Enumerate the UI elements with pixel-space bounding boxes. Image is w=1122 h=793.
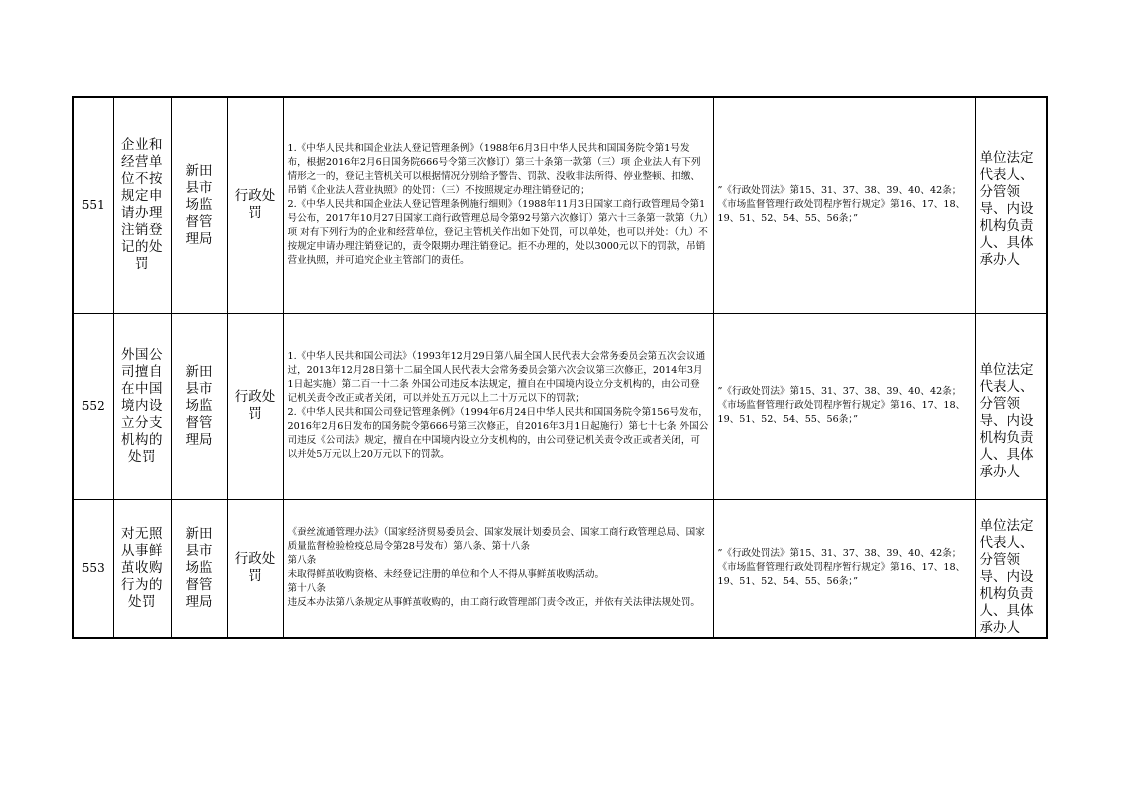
table-row [73,97,1047,313]
department: 新田县市场监督管理局 [171,97,227,313]
item-number: 553 [73,499,113,638]
item-name: 企业和经营单位不按规定申请办理注销登记的处罚 [113,97,171,313]
procedure-basis: ”《行政处罚法》第15、31、37、38、39、40、42条；《市场监督管理行政处罚程序暂行规定》第16、17、18、19、51、52、54、55、56条；” [713,499,975,638]
department: 新田县市场监督管理局 [171,313,227,499]
basis-paragraph: 1.《中华人民共和国企业法人登记管理条例》（1988年6月3日中华人民共和国国务院令第1号发布，根据2016年2月6日国务院666号令第三次修订）第三十条第一款第（三）项 企业法人有下列情形之一的，登记主管机关可以根据情况分别给予警告、罚款、没收非法所得、停业整顿、扣缴、吊销《企业法人营业执照》的处罚：（三）不按照规定办理注销登记的； [287,143,701,197]
legal-basis [283,313,713,499]
basis-paragraph: 2.《中华人民共和国公司登记管理条例》（1994年6月24日中华人民共和国国务院令第156号发布，2016年2月6日发布的国务院令第666号第三次修正，自2016年3月1日起施行）第七十七条 外国公司违反《公司法》规定，擅自在中国境内设立分支机构的，由公司登记机关责令改正或者关闭，可以并处5万元以上20万元以下的罚款。 [287,407,709,460]
penalty-type: 行政处罚 [227,97,283,313]
item-name: 对无照从事鲜茧收购行为的处罚 [113,499,171,638]
regulation-table [72,96,1048,639]
item-number: 552 [73,313,113,499]
basis-paragraph: 第十八条 [287,583,326,594]
item-number: 551 [73,97,113,313]
responsible-party: 单位法定代表人、分管领导、内设机构负责人、具体承办人 [975,499,1047,638]
basis-paragraph: 未取得鲜茧收购资格、未经登记注册的单位和个人不得从事鲜茧收购活动。 [287,569,605,580]
responsible-party: 单位法定代表人、分管领导、内设机构负责人、具体承办人 [975,97,1047,313]
department: 新田县市场监督管理局 [171,499,227,638]
basis-paragraph: 违反本办法第八条规定从事鲜茧收购的，由工商行政管理部门责令改正，并依有关法律法规处罚。 [287,597,701,608]
basis-paragraph: 1.《中华人民共和国公司法》（1993年12月29日第八届全国人民代表大会常务委员会第五次会议通过，2013年12月28日第十二届全国人民代表大会常务委员会第六次会议第三次修正，2014年3月1日起实施）第二百一十二条 外国公司违反本法规定，擅自在中国境内设立分支机构的，由公司登记机关责令改正或者关闭，可以并处五万元以上二十万元以下的罚款； [287,351,706,404]
item-name: 外国公司擅自在中国境内设立分支机构的处罚 [113,313,171,499]
legal-basis [283,499,713,638]
legal-basis [283,97,713,313]
basis-paragraph: 2.《中华人民共和国企业法人登记管理条例施行细则》（1988年11月3日国家工商行政管理局令第1号公布，2017年10月27日国家工商行政管理总局令第92号第六次修订）第六十三条第一款第（九）项 对有下列行为的企业和经营单位，登记主管机关作出如下处罚，可以单处，也可以并处：（九）不按规定申请办理注销登记的，责令限期办理注销登记。拒不办理的，处以3000元以下的罚款，吊销营业执照，并可追究企业主管部门的责任。 [287,199,709,267]
basis-paragraph: 《蚕丝流通管理办法》（国家经济贸易委员会、国家发展计划委员会、国家工商行政管理总局、国家质量监督检验检疫总局令第28号发布）第八条、第十八条 [287,527,705,552]
penalty-type: 行政处罚 [227,499,283,638]
procedure-basis: ”《行政处罚法》第15、31、37、38、39、40、42条；《市场监督管理行政处罚程序暂行规定》第16、17、18、19、51、52、54、55、56条；” [713,313,975,499]
basis-paragraph: 第八条 [287,555,317,566]
penalty-type: 行政处罚 [227,313,283,499]
table-row [73,499,1047,638]
procedure-basis: ”《行政处罚法》第15、31、37、38、39、40、42条；《市场监督管理行政处罚程序暂行规定》第16、17、18、19、51、52、54、55、56条；” [713,97,975,313]
responsible-party: 单位法定代表人、分管领导、内设机构负责人、具体承办人 [975,313,1047,499]
table-row [73,313,1047,499]
